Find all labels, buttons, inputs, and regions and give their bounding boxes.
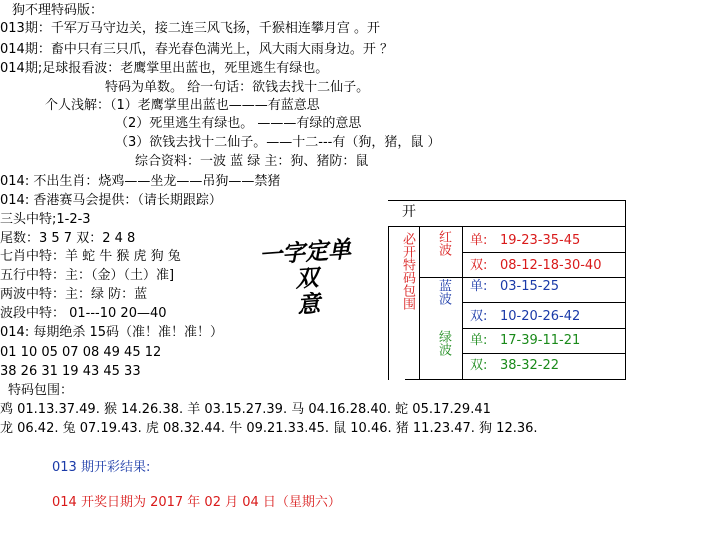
green-even-label: 双: xyxy=(470,358,488,373)
line-xianggang: 014: 香港赛马会提供：（请长期跟踪） xyxy=(0,193,222,208)
line-014-riddle: 014期：畜中只有三只爪，春光春色满光上，风大雨大雨身边。开 ？ xyxy=(0,42,393,57)
line-zodiac-1: 鸡 01.13.37.49. 猴 14.26.38. 羊 03.15.27.39. 马 04.16.28.40. 蛇 05.17.29.41 xyxy=(0,402,491,417)
line-jiexi-1: 个人浅解：（1）老鹰掌里出蓝也———有蓝意思 xyxy=(45,98,320,113)
box-left-label: 必开特码包围 xyxy=(400,232,415,310)
blue-odd-values: 03-15-25 xyxy=(500,279,560,294)
line-zodiac-2: 龙 06.42. 兔 07.19.43. 虎 08.32.44. 牛 09.21.33.45. 鼠 10.46. 猪 11.23.47. 狗 12.36. xyxy=(0,421,538,436)
line-qixiao: 七肖中特：羊 蛇 牛 猴 虎 狗 兔 xyxy=(0,249,181,264)
box-row-divider-3 xyxy=(462,302,626,303)
line-buchu: 014: 不出生肖：烧鸡——坐龙——吊狗——禁猪 xyxy=(0,174,281,189)
line-weishu: 尾数：3 5 7 双：2 4 8 xyxy=(0,231,136,246)
blue-wave-label: 蓝波 xyxy=(436,279,451,305)
red-odd-values: 19-23-35-45 xyxy=(500,233,581,248)
box-row-divider-2 xyxy=(419,277,626,278)
line-wuxing: 五行中特：主：（金）（土）准] xyxy=(0,268,175,283)
line-draw-date: 014 开奖日期为 2017 年 02 月 04 日（星期六） xyxy=(52,495,341,510)
line-jueshai: 014: 每期绝杀 15码（准！准！准！） xyxy=(0,325,223,340)
line-jiexi-3: （3）欲钱去找十二仙子。——十二---有（狗，猪，鼠 ） xyxy=(115,135,441,150)
box-top-border xyxy=(388,200,626,201)
box-row-divider-1 xyxy=(462,252,626,253)
box-header-divider xyxy=(388,226,626,227)
box-corner xyxy=(388,379,389,380)
box-row-divider-4 xyxy=(462,328,626,329)
line-jiexi-2: （2）死里逃生有绿也。 ———有绿的意思 xyxy=(115,116,362,131)
line-liangbo: 两波中特：主：绿 防：蓝 xyxy=(0,287,148,302)
line-numbers-2: 38 26 31 19 43 45 33 xyxy=(0,364,141,379)
green-odd-label: 单: xyxy=(470,333,488,348)
line-baowei: 特码包围： xyxy=(8,383,74,398)
red-odd-label: 单: xyxy=(470,233,488,248)
box-left-border xyxy=(388,226,389,379)
header-title: 狗不理特码版： xyxy=(12,3,104,18)
box-header: 开 xyxy=(402,204,416,220)
blue-even-values: 10-20-26-42 xyxy=(500,309,581,324)
red-even-values: 08-12-18-30-40 xyxy=(500,258,602,273)
line-boduan: 波段中特： 01---10 20—40 xyxy=(0,306,167,321)
green-odd-values: 17-39-11-21 xyxy=(500,333,581,348)
stamp-line-1: 一字定单双 xyxy=(258,235,352,293)
green-wave-label: 绿波 xyxy=(436,330,451,356)
line-013-riddle: 013期：千军万马守边关，接二连三风飞扬，千猴相连攀月宫 。开 xyxy=(0,21,380,36)
stamp-line-2: 意 xyxy=(296,290,322,319)
red-wave-label: 红波 xyxy=(436,230,451,256)
blue-even-label: 双: xyxy=(470,309,488,324)
line-numbers-1: 01 10 05 07 08 49 45 12 xyxy=(0,345,162,360)
box-row-divider-5 xyxy=(462,353,626,354)
line-zonghe: 综合资料：一波 蓝 绿 主：狗、猪防：鼠 xyxy=(135,154,369,169)
line-santou: 三头中特;1-2-3 xyxy=(0,212,91,227)
red-even-label: 双: xyxy=(470,258,488,273)
blue-odd-label: 单: xyxy=(470,279,488,294)
box-bottom-border xyxy=(405,379,626,380)
line-tema-hint: 特码为单数。 给一句话：欲钱去找十二仙子。 xyxy=(105,80,370,95)
line-result: 013 期开彩结果: xyxy=(52,460,151,475)
line-014-football: 014期;足球报看波：老鹰掌里出蓝也，死里逃生有绿也。 xyxy=(0,61,329,76)
green-even-values: 38-32-22 xyxy=(500,358,560,373)
box-col-divider-1 xyxy=(419,226,420,379)
stamp-text xyxy=(248,235,363,319)
